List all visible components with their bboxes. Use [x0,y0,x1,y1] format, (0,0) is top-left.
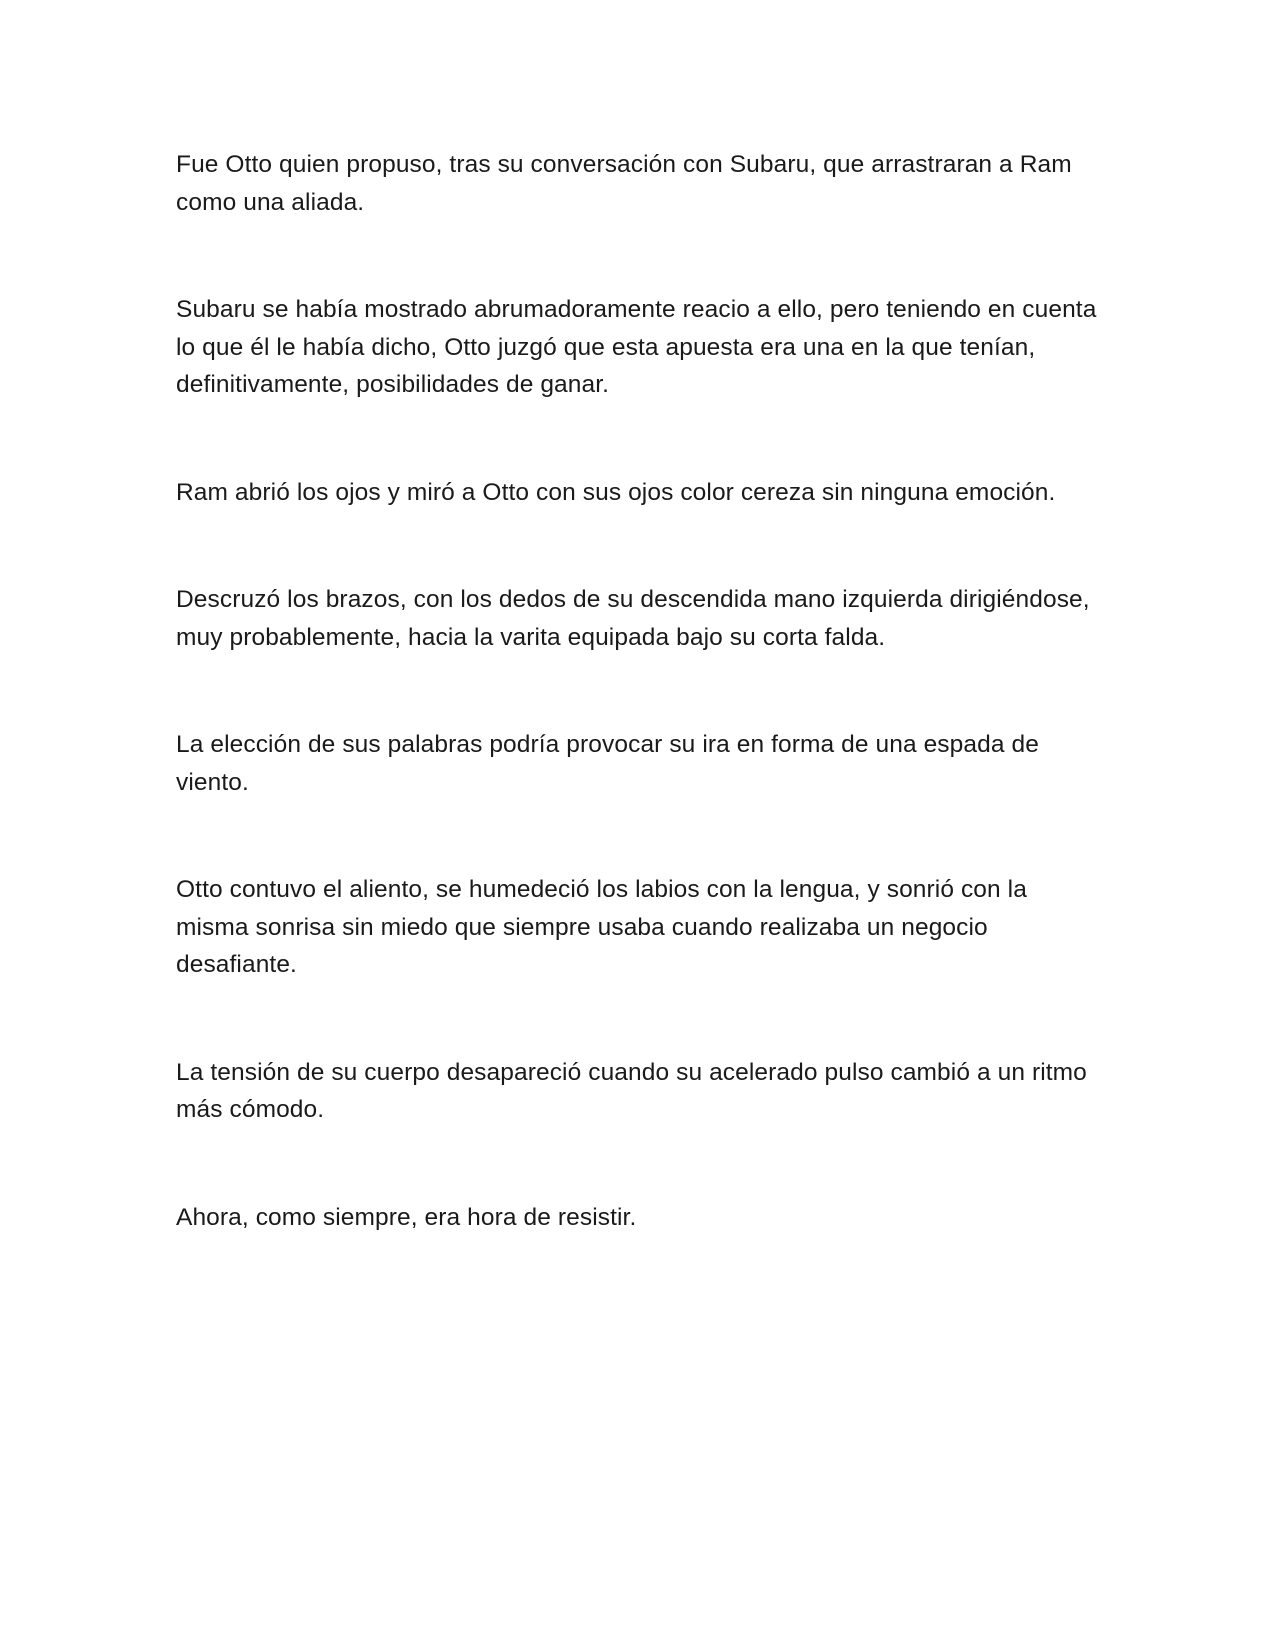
paragraph: La elección de sus palabras podría provocar su ira en forma de una espada de viento. [176,731,1039,796]
paragraph: Descruzó los brazos, con los dedos de su descendida mano izquierda dirigiéndose, muy probablemente, hacia la varita equipada bajo su corta falda. [176,586,1090,651]
document-body [176,146,1106,1306]
paragraph: La tensión de su cuerpo desapareció cuando su acelerado pulso cambió a un ritmo más cómodo. [176,1058,1087,1123]
paragraph: Ram abrió los ojos y miró a Otto con sus ojos color cereza sin ninguna emoción. [176,478,1056,506]
paragraph: Ahora, como siempre, era hora de resistir. [176,1203,637,1231]
paragraph: Fue Otto quien propuso, tras su conversación con Subaru, que arrastraran a Ram como una aliada. [176,151,1072,216]
paragraph: Otto contuvo el aliento, se humedeció los labios con la lengua, y sonrió con la misma sonrisa sin miedo que siempre usaba cuando realizaba un negocio desafiante. [176,876,1027,978]
paragraph: Subaru se había mostrado abrumadoramente reacio a ello, pero teniendo en cuenta lo que él le había dicho, Otto juzgó que esta apuesta era una en la que tenían, definitivamente, posibilidades de ganar. [176,296,1097,398]
